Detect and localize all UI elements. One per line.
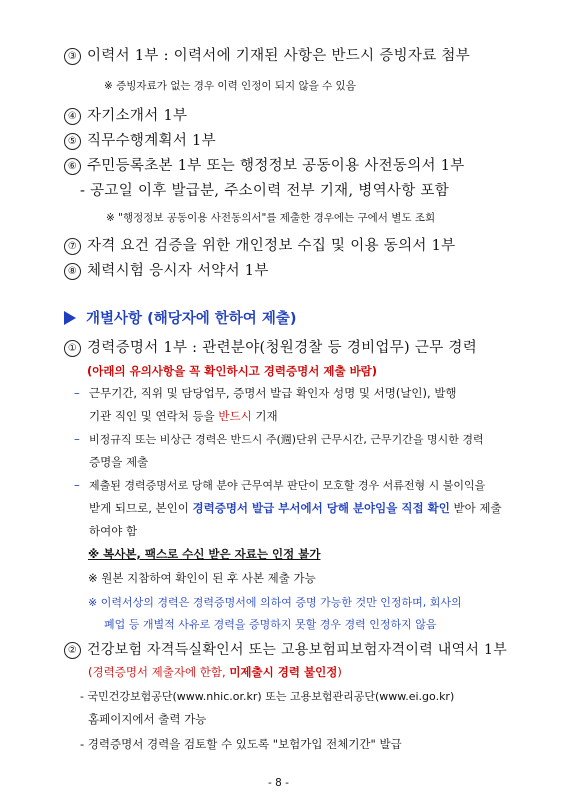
insurance-item [64,642,507,659]
item-8-text: 체력시험 응시자 서약서 1부 [87,263,269,279]
item-7 [64,238,455,255]
bullet-2-line1: 비정규직 또는 비상근 경력은 반드시 주(週)단위 근무시간, 근무기간을 명시한 경력 [89,433,484,446]
item-6 [64,158,465,175]
original-note: ※ 원본 지참하여 확인이 된 후 사본 제출 가능 [88,571,316,585]
insurance-sub2: - 경력증명서 경력을 검토할 수 있도록 "보험가입 전체기간" 발급 [80,737,402,751]
circle-number: ⑥ [64,158,81,175]
insurance-paren-a: (경력증명서 제출자에 한함, [88,665,230,679]
bullet-3-line3: 하여야 함 [89,524,138,538]
bullet-1-line2 [89,411,278,423]
circle-number: ② [64,642,81,659]
bullet-dash: – [74,478,80,492]
insurance-sub1: - 국민건강보험공단(www.nhic.or.kr) 또는 고용보험관리공단(www.ei.go.kr) [80,690,455,703]
career-item-text: 경력증명서 1부 : 관련분야(청원경찰 등 경비업무) 근무 경력 [87,340,478,356]
item-6-sub: - 공고일 이후 발급분, 주소이력 전부 기재, 병역사항 포함 [80,183,450,199]
insurance-item-text: 건강보험 자격득실확인서 또는 고용보험피보험자격이력 내역서 1부 [87,642,508,658]
bullet-1-text-c: 기재 [251,409,278,423]
bullet-3-text-a: 받게 되므로, 본인이 [89,501,193,515]
career-warning: (아래의 유의사항을 꼭 확인하시고 경력증명서 제출 바람) [87,364,378,378]
bullet-3-line1: 제출된 경력증명서로 당해 분야 근무여부 판단이 모호할 경우 서류전형 시 불이익을 [89,479,486,492]
circle-number: ⑧ [64,263,81,280]
item-7-text: 자격 요건 검증을 위한 개인정보 수집 및 이용 동의서 1부 [87,238,456,254]
copy-not-accepted: ※ 복사본, 팩스로 수신 받은 자료는 인정 불가 [88,547,321,561]
circle-number: ⑦ [64,238,81,255]
bullet-1-emphasis: 반드시 [218,409,252,423]
bullet-2-line2: 증명을 제출 [89,455,149,469]
note-evidence: ※ 증빙자료가 없는 경우 이력 인정이 되지 않을 수 있음 [104,80,356,92]
bullet-3-text-c: 받아 제출 [449,501,502,515]
experience-note-line2: 폐업 등 개별적 사유로 경력을 증명하지 못할 경우 경력 인정하지 않음 [104,618,437,631]
triangle-arrow-icon [64,311,76,325]
item-6-text: 주민등록초본 1부 또는 행정정보 공동이용 사전동의서 1부 [87,158,465,174]
circle-number: ⑤ [64,133,81,150]
item-8 [64,263,269,280]
bullet-1-text-a: 기관 직인 및 연락처 등을 [89,409,219,423]
bullet-3-emphasis: 경력증명서 발급 부서에서 당해 분야임을 직접 확인 [192,501,450,515]
insurance-paren-b: 미제출시 경력 불인정 [229,665,338,679]
circle-number: ④ [64,108,81,125]
bullet-dash: – [74,386,80,400]
experience-note-line1: ※ 이력서상의 경력은 경력증명서에 의하여 증명 가능한 것만 인정하며, 회사의 [88,596,462,609]
note-admin-consent: ※ "행정정보 공동이용 사전동의서"를 제출한 경우에는 구에서 별도 조회 [106,212,436,224]
bullet-dash: – [74,432,80,446]
item-5-text: 직무수행계획서 1부 [87,133,216,149]
item-3-text: 이력서 1부 : 이력서에 기재된 사항은 반드시 증빙자료 첨부 [87,48,471,64]
insurance-paren-c: ) [337,665,342,679]
bullet-1-line1: 근무기간, 직위 및 담당업무, 증명서 발급 확인자 성명 및 서명(날인), 발행 [89,386,457,400]
section-title: 개별사항 (해당자에 한하여 제출) [86,311,297,327]
item-4-text: 자기소개서 1부 [87,108,188,124]
section-header [64,311,297,327]
item-4 [64,108,187,125]
item-5 [64,133,216,150]
circle-number: ③ [64,48,81,65]
insurance-paren [88,667,342,679]
item-3 [64,48,470,65]
career-item [64,340,477,357]
insurance-sub1b: 홈페이지에서 출력 가능 [88,712,207,726]
bullet-3-line2 [89,503,502,515]
page-number: - 8 - [268,777,289,789]
circle-number: ① [64,340,81,357]
